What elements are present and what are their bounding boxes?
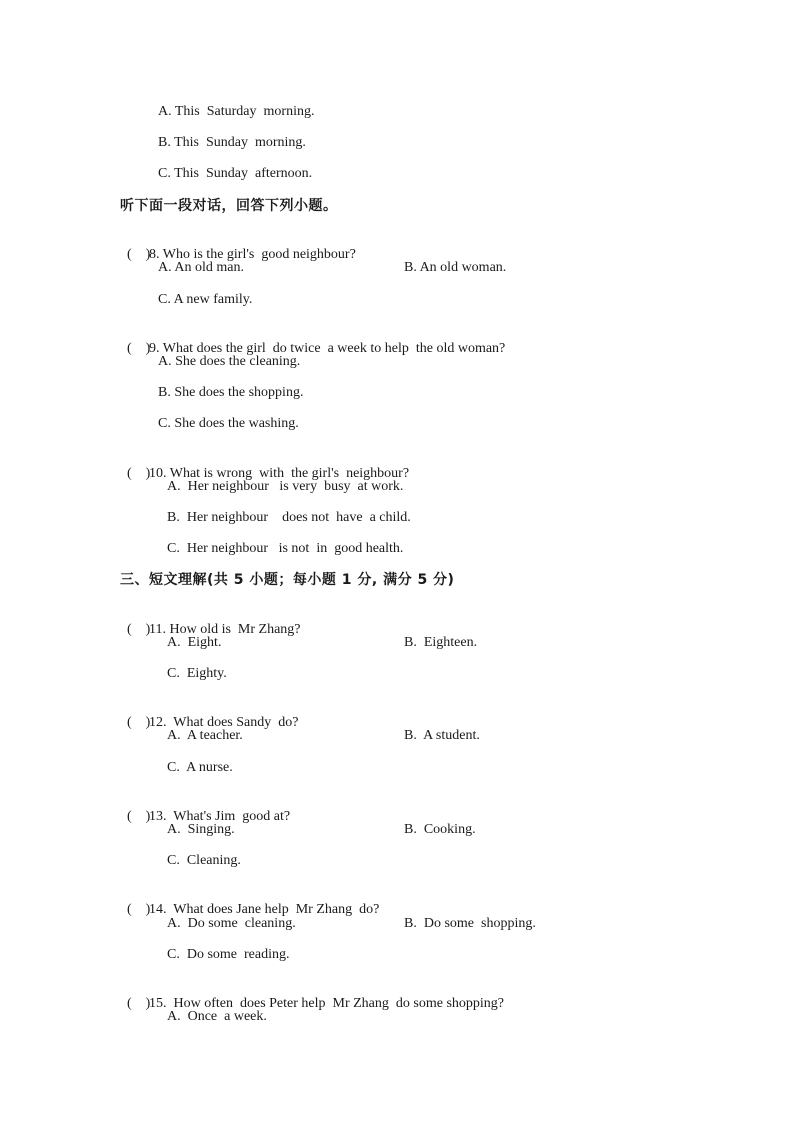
q8-option-c: C. A new family.: [158, 292, 253, 307]
q12-option-a: A. A teacher.: [167, 728, 243, 743]
q10-option-a: A. Her neighbour is very busy at work.: [167, 479, 404, 494]
q8-option-a: A. An old man.: [158, 260, 244, 275]
q14-option-a: A. Do some cleaning.: [167, 916, 296, 931]
question-stem: 9. What does the girl do twice a week to help the old woman?: [149, 341, 506, 356]
q14-option-c: C. Do some reading.: [167, 947, 290, 962]
option-c-top: C. This Sunday afternoon.: [158, 166, 313, 181]
q13-option-a: A. Singing.: [167, 822, 235, 837]
question-14: [120, 883, 379, 919]
answer-paren: ( ): [127, 466, 151, 481]
answer-paren: ( ): [127, 247, 151, 262]
question-stem: 15. How often does Peter help Mr Zhang do some shopping?: [149, 996, 504, 1011]
answer-paren: ( ): [127, 809, 151, 824]
q11-option-a: A. Eight.: [167, 635, 222, 650]
q11-option-b: B. Eighteen.: [404, 635, 478, 650]
option-b-top: B. This Sunday morning.: [158, 135, 306, 150]
question-stem: 11. How old is Mr Zhang?: [149, 622, 301, 637]
q9-option-a: A. She does the cleaning.: [158, 354, 301, 369]
answer-paren: ( ): [127, 902, 151, 917]
answer-paren: ( ): [127, 341, 151, 356]
q13-option-c: C. Cleaning.: [167, 853, 241, 868]
listening-instruction: 听下面一段对话，回答下列小题。: [120, 198, 338, 214]
q14-option-b: B. Do some shopping.: [404, 916, 536, 931]
option-a-top: A. This Saturday morning.: [158, 104, 315, 119]
question-stem: 10. What is wrong with the girl's neighbour?: [149, 466, 410, 481]
q9-option-c: C. She does the washing.: [158, 416, 299, 431]
q10-option-c: C. Her neighbour is not in good health.: [167, 541, 404, 556]
answer-paren: ( ): [127, 622, 151, 637]
q8-option-b: B. An old woman.: [404, 260, 507, 275]
q12-option-b: B. A student.: [404, 728, 480, 743]
question-stem: 13. What's Jim good at?: [149, 809, 291, 824]
answer-paren: ( ): [127, 996, 151, 1011]
question-stem: 14. What does Jane help Mr Zhang do?: [149, 902, 380, 917]
answer-paren: ( ): [127, 715, 151, 730]
q10-option-b: B. Her neighbour does not have a child.: [167, 510, 411, 525]
question-stem: 8. Who is the girl's good neighbour?: [149, 247, 356, 262]
section-3-heading: 三、短文理解(共 5 小题；每小题 1 分, 满分 5 分): [120, 572, 455, 588]
question-stem: 12. What does Sandy do?: [149, 715, 299, 730]
q13-option-b: B. Cooking.: [404, 822, 476, 837]
q11-option-c: C. Eighty.: [167, 666, 227, 681]
q9-option-b: B. She does the shopping.: [158, 385, 304, 400]
q12-option-c: C. A nurse.: [167, 760, 233, 775]
q15-option-a: A. Once a week.: [167, 1009, 267, 1024]
